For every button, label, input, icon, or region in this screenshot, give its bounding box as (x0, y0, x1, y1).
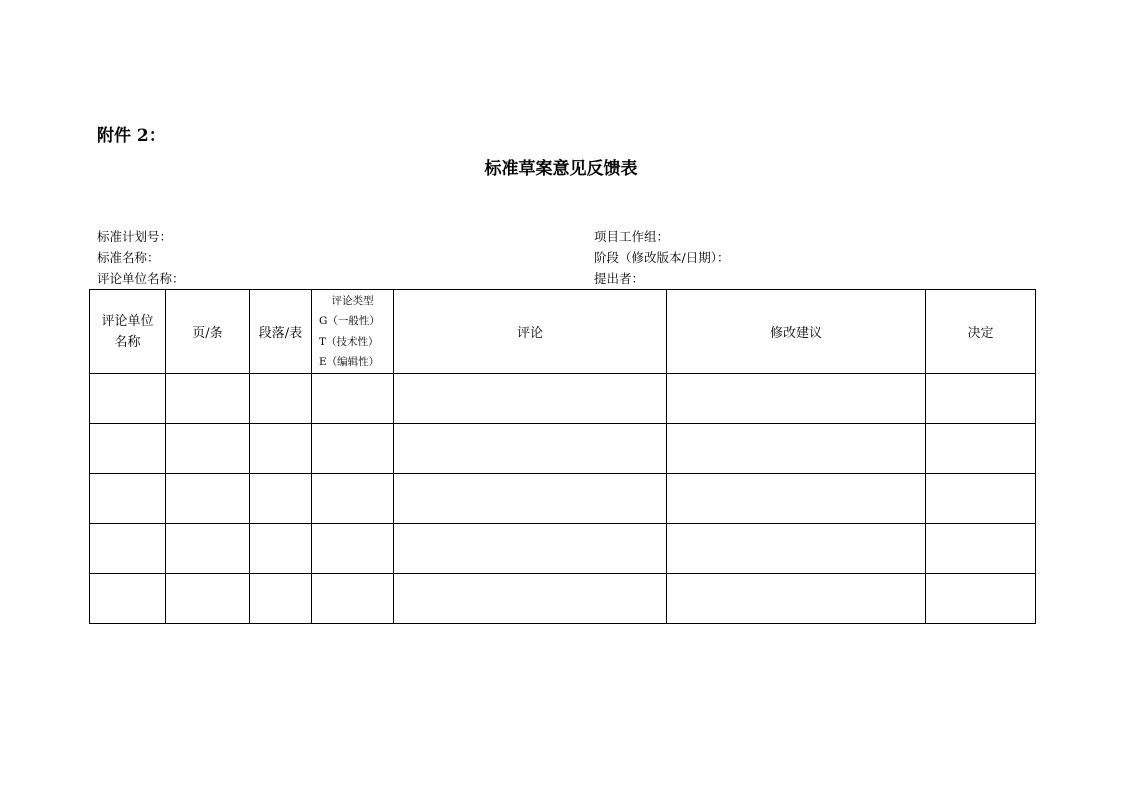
column-header-page: 页/条 (166, 290, 250, 374)
standard-name-label: 标准名称： (97, 250, 160, 265)
column-header-suggestion: 修改建议 (667, 290, 926, 374)
table-cell[interactable] (667, 374, 926, 424)
table-cell[interactable] (394, 474, 667, 524)
table-row (90, 524, 1036, 574)
type-title: 评论类型 (331, 294, 374, 307)
table-row (90, 574, 1036, 624)
table-cell[interactable] (926, 424, 1036, 474)
table-cell[interactable] (394, 374, 667, 424)
table-cell[interactable] (90, 574, 166, 624)
feedback-table (89, 289, 1036, 624)
column-header-decision: 决定 (926, 290, 1036, 374)
table-cell[interactable] (166, 474, 250, 524)
working-group-label: 项目工作组： (594, 229, 670, 244)
table-cell[interactable] (394, 424, 667, 474)
table-cell[interactable] (166, 524, 250, 574)
submitter-label: 提出者： (594, 271, 645, 286)
column-header-type (312, 290, 394, 374)
type-technical: T（技术性） (319, 335, 379, 348)
type-editorial: E（编辑性） (319, 356, 380, 368)
table-cell[interactable] (926, 574, 1036, 624)
column-header-comment: 评论 (394, 290, 667, 374)
table-cell[interactable] (667, 524, 926, 574)
table-cell[interactable] (926, 474, 1036, 524)
table-cell[interactable] (250, 474, 312, 524)
table-cell[interactable] (250, 374, 312, 424)
table-row (90, 374, 1036, 424)
table-cell[interactable] (394, 574, 667, 624)
table-cell[interactable] (667, 424, 926, 474)
table-cell[interactable] (250, 424, 312, 474)
stage-label: 阶段（修改版本/日期）： (594, 250, 730, 265)
table-cell[interactable] (394, 524, 667, 574)
table-cell[interactable] (166, 374, 250, 424)
table-cell[interactable] (250, 524, 312, 574)
column-header-paragraph: 段落/表 (250, 290, 312, 374)
column-header-org (90, 290, 166, 374)
plan-number-label: 标准计划号： (97, 229, 173, 244)
table-header-row (90, 290, 1036, 374)
table-cell[interactable] (667, 474, 926, 524)
org-header-line2: 名称 (114, 334, 141, 350)
table-row (90, 474, 1036, 524)
table-row (90, 424, 1036, 474)
page-title: 标准草案意见反馈表 (484, 159, 638, 179)
table-cell[interactable] (312, 374, 394, 424)
attachment-label: 附件 2： (97, 126, 166, 146)
table-cell[interactable] (90, 474, 166, 524)
table-cell[interactable] (312, 474, 394, 524)
reviewer-org-label: 评论单位名称： (97, 271, 185, 286)
table-cell[interactable] (312, 574, 394, 624)
table-cell[interactable] (926, 374, 1036, 424)
table-cell[interactable] (312, 524, 394, 574)
table-cell[interactable] (667, 574, 926, 624)
table-cell[interactable] (166, 574, 250, 624)
table-cell[interactable] (90, 374, 166, 424)
type-general: G（一般性） (319, 315, 380, 327)
table-cell[interactable] (250, 574, 312, 624)
table-cell[interactable] (926, 524, 1036, 574)
table-cell[interactable] (90, 524, 166, 574)
org-header-line1: 评论单位 (101, 313, 154, 329)
table-cell[interactable] (166, 424, 250, 474)
table-cell[interactable] (312, 424, 394, 474)
table-cell[interactable] (90, 424, 166, 474)
